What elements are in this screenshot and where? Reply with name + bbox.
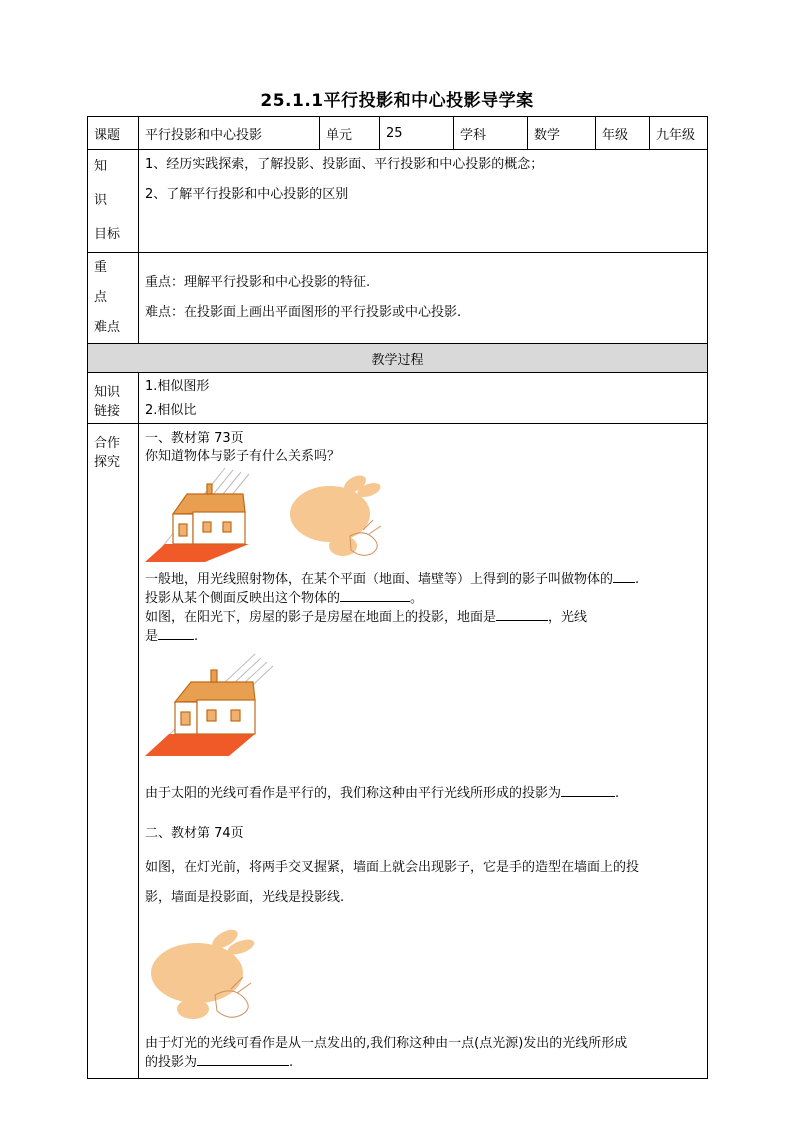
answer-blank-3[interactable] [496,608,548,621]
answer-blank-5[interactable] [561,784,615,797]
unit-value: 25 [380,117,454,150]
subject-value: 数学 [528,117,596,150]
link-item-1: 1.相似图形 [145,379,210,394]
part1-para2: 如图，在阳光下，房屋的影子是房屋在地面上的投影，地面是 ，光线 [145,610,588,625]
page-title: 25.1.1平行投影和中心投影导学案 [260,91,534,111]
part2-para1: 如图，在灯光前，将两手交叉握紧，墙面上就会出现影子，它是手的造型在墙面上的投 [145,860,640,875]
link-item-2: 2.相似比 [145,403,197,418]
explore-content [139,424,708,1079]
part1-para3: 由于太阳的光线可看作是平行的，我们称这种由平行光线所形成的投影为 . [145,786,620,801]
links-row [88,373,708,424]
hand-shadow-figure [145,921,275,1031]
part1-heading: 一、教材第 73页 [145,431,244,446]
grade-value: 九年级 [650,117,708,150]
keypoints-row [88,253,708,344]
goals-label: 知识 目标 [88,150,139,253]
house-shadow-2 [145,734,255,756]
lesson-table [87,116,708,1079]
links-content [139,373,708,424]
answer-blank-6[interactable] [197,1053,289,1066]
house-drawing [173,484,245,544]
explore-row [88,424,708,1079]
links-label: 知识链接 [88,373,139,424]
house-shadow [145,544,249,562]
hand-shadow-2 [151,926,256,1019]
goal-item-1: 1、经历实践探索，了解投影、投影面、平行投影和中心投影的概念； [145,157,544,172]
subject-label: 学科 [454,117,528,150]
house-figure [145,652,275,762]
keypoints-label: 重点 难点 [88,253,139,344]
part2-para1-b: 影，墙面是投影面，光线是投影线. [145,890,345,905]
part1-para2-b: 是 . [145,629,199,644]
explore-label: 合作探究 [88,424,139,1079]
house-and-hand-figure [145,466,405,566]
process-row [88,344,708,373]
topic-label: 课题 [88,117,139,150]
hand-shadow [290,472,382,556]
part2-para2: 由于灯光的光线可看作是从一点发出的,我们称这种由一点(点光源)发出的光线所形成 [145,1036,628,1051]
key-point: 重点：理解平行投影和中心投影的特征. [145,275,371,290]
part1-para1: 一般地，用光线照射物体，在某个平面（地面、墙壁等）上得到的影子叫做物体的 . [145,572,640,587]
goals-content [139,150,708,253]
unit-label: 单元 [320,117,380,150]
goals-row [88,150,708,253]
answer-blank-2[interactable] [340,589,410,602]
part1-para1-b: 投影从某个侧面反映出这个物体的 。 [145,591,424,606]
process-title: 教学过程 [88,344,708,373]
header-row [88,117,708,150]
topic-value: 平行投影和中心投影 [139,117,320,150]
answer-blank-1[interactable] [613,570,635,583]
keypoints-content [139,253,708,344]
difficulty-point: 难点：在投影面上画出平面图形的平行投影或中心投影. [145,305,462,320]
answer-blank-4[interactable] [158,627,194,640]
part2-heading: 二、教材第 74页 [145,826,244,841]
house-drawing-2 [175,670,255,734]
part2-para2-b: 的投影为 . [145,1055,294,1070]
goal-item-2: 2、了解平行投影和中心投影的区别 [145,187,349,202]
part1-question: 你知道物体与影子有什么关系吗？ [145,449,341,464]
grade-label: 年级 [596,117,650,150]
